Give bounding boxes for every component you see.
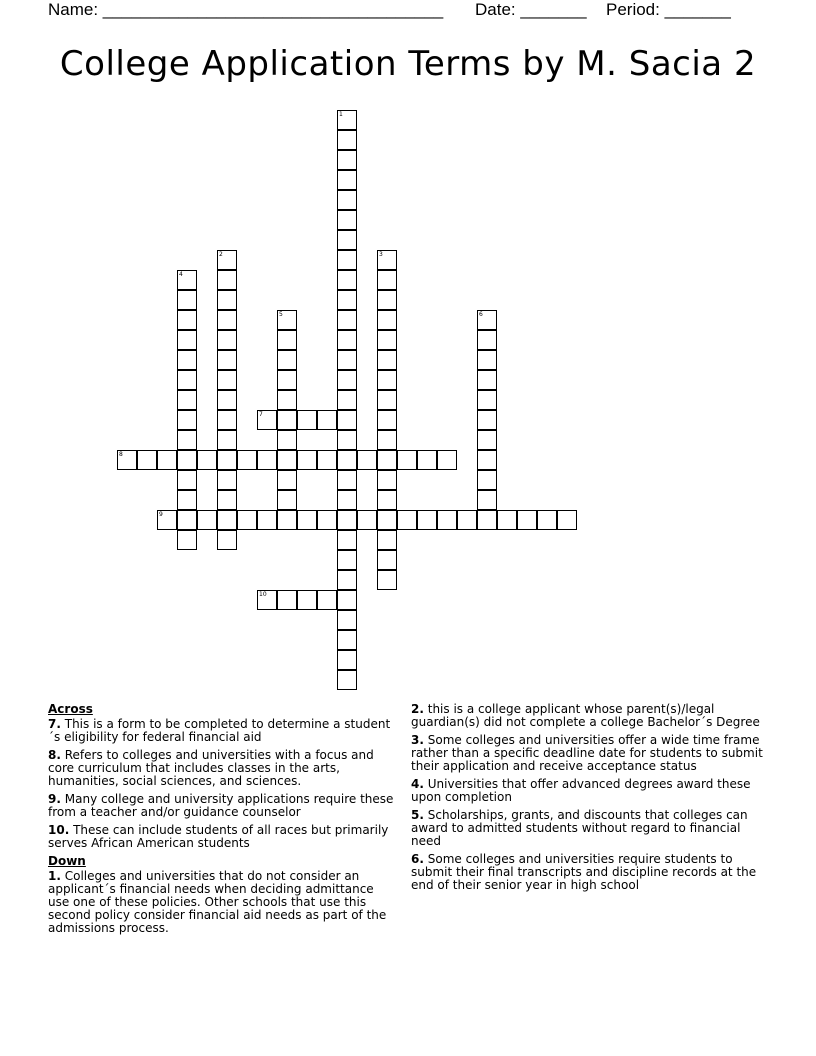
grid-cell[interactable] [277,350,297,370]
clue-number: 4. [411,777,424,791]
grid-cell[interactable] [377,330,397,350]
grid-cell[interactable] [477,490,497,510]
grid-cell[interactable] [397,450,417,470]
grid-cell[interactable] [377,450,397,470]
clue-text: Some colleges and universities require students to submit their final transcripts and discipline records at the end of their senior year in high school [411,852,757,892]
clue-text: Scholarships, grants, and discounts that colleges can award to admitted students without regard to financial need [411,808,748,848]
clue-text: Colleges and universities that do not consider an applicant´s financial needs when deciding admittance use one of these policies. Other schools that use this second policy consider financial aid needs as part of the admissions process. [48,869,387,935]
clue-number: 2. [411,702,424,716]
grid-cell[interactable] [217,370,237,390]
grid-cell[interactable] [377,430,397,450]
across-clue [48,749,398,788]
grid-cell[interactable] [217,330,237,350]
grid-cell[interactable] [157,510,177,530]
clue-number-label: 4 [179,271,183,278]
down-clue [48,870,398,935]
clue-text: Refers to colleges and universities with a focus and core curriculum that includes classes in the arts, humanities, social sciences, and sciences. [48,748,374,788]
grid-cell[interactable] [557,510,577,530]
grid-cell[interactable] [177,310,197,330]
date-field-label[interactable]: Date: _______ [475,0,587,19]
grid-cell[interactable] [357,510,377,530]
grid-cell[interactable] [177,530,197,550]
down-clue [411,703,771,729]
grid-cell[interactable] [177,430,197,450]
grid-cell[interactable] [537,510,557,530]
grid-cell[interactable] [377,490,397,510]
grid-cell[interactable] [217,430,237,450]
grid-cell[interactable] [337,650,357,670]
grid-cell[interactable] [337,530,357,550]
grid-cell[interactable] [177,450,197,470]
grid-cell[interactable] [377,290,397,310]
grid-cell[interactable] [277,330,297,350]
grid-cell[interactable] [337,130,357,150]
clue-number: 5. [411,808,424,822]
clue-number-label: 3 [379,251,383,258]
grid-cell[interactable] [217,310,237,330]
grid-cell[interactable] [337,210,357,230]
clue-number-label: 10 [259,591,267,598]
clue-number-label: 2 [219,251,223,258]
grid-cell[interactable] [477,470,497,490]
grid-cell[interactable] [177,290,197,310]
grid-cell[interactable] [437,450,457,470]
grid-cell[interactable] [297,450,317,470]
grid-cell[interactable] [337,670,357,690]
clue-number: 6. [411,852,424,866]
grid-cell[interactable] [377,390,397,410]
grid-cell[interactable] [337,390,357,410]
grid-cell[interactable] [317,450,337,470]
grid-cell[interactable] [117,450,137,470]
grid-cell[interactable] [197,450,217,470]
grid-cell[interactable] [337,590,357,610]
down-heading: Down [48,854,86,868]
grid-cell[interactable] [177,470,197,490]
grid-cell[interactable] [377,350,397,370]
grid-cell[interactable] [217,490,237,510]
grid-cell[interactable] [197,510,217,530]
grid-cell[interactable] [217,390,237,410]
grid-cell[interactable] [337,550,357,570]
grid-cell[interactable] [277,490,297,510]
grid-cell[interactable] [397,510,417,530]
grid-cell[interactable] [477,450,497,470]
grid-cell[interactable] [217,410,237,430]
grid-cell[interactable] [477,410,497,430]
clue-number: 7. [48,717,61,731]
page-title: College Application Terms by M. Sacia 2 [59,44,757,84]
grid-cell[interactable] [217,350,237,370]
grid-cell[interactable] [477,390,497,410]
grid-cell[interactable] [337,510,357,530]
grid-cell[interactable] [237,510,257,530]
grid-cell[interactable] [337,290,357,310]
grid-cell[interactable] [257,510,277,530]
grid-cell[interactable] [337,630,357,650]
grid-cell[interactable] [217,450,237,470]
clue-text: Universities that offer advanced degrees award these upon completion [411,777,751,804]
grid-cell[interactable] [357,450,377,470]
grid-cell[interactable] [337,490,357,510]
clues-right-column [411,703,771,897]
grid-cell[interactable] [477,430,497,450]
grid-cell[interactable] [257,410,277,430]
grid-cell[interactable] [217,470,237,490]
down-clue [411,853,771,892]
grid-cell[interactable] [277,590,297,610]
grid-cell[interactable] [177,490,197,510]
grid-cell[interactable] [257,590,277,610]
grid-cell[interactable] [217,510,237,530]
grid-cell[interactable] [477,330,497,350]
clue-number: 8. [48,748,61,762]
clue-text: This is a form to be completed to determine a student´s eligibility for federal financial aid [48,717,391,744]
grid-cell[interactable] [217,270,237,290]
grid-cell[interactable] [377,410,397,430]
grid-cell[interactable] [497,510,517,530]
clue-number: 3. [411,733,424,747]
across-clue [48,824,398,850]
grid-cell[interactable] [337,170,357,190]
grid-cell[interactable] [477,310,497,330]
grid-cell[interactable] [297,510,317,530]
clue-text: Many college and university applications require these from a teacher and/or guidance counselor [48,792,394,819]
grid-cell[interactable] [177,370,197,390]
grid-cell[interactable] [177,510,197,530]
clue-number: 1. [48,869,61,883]
grid-cell[interactable] [337,610,357,630]
grid-cell[interactable] [277,390,297,410]
grid-cell[interactable] [177,390,197,410]
grid-cell[interactable] [377,270,397,290]
grid-cell[interactable] [177,410,197,430]
grid-cell[interactable] [277,470,297,490]
grid-cell[interactable] [277,410,297,430]
clue-number: 9. [48,792,61,806]
grid-cell[interactable] [337,570,357,590]
grid-cell[interactable] [277,370,297,390]
grid-cell[interactable] [137,450,157,470]
grid-cell[interactable] [337,150,357,170]
grid-cell[interactable] [157,450,177,470]
grid-cell[interactable] [457,510,477,530]
grid-cell[interactable] [337,450,357,470]
grid-cell[interactable] [317,590,337,610]
clue-text: Some colleges and universities offer a wide time frame rather than a specific deadline date for students to submit their application and receive acceptance status [411,733,763,773]
clue-text: this is a college applicant whose parent(s)/legal guardian(s) did not complete a college Bachelor´s Degree [411,702,760,729]
grid-cell[interactable] [277,310,297,330]
grid-cell[interactable] [337,190,357,210]
grid-cell[interactable] [377,370,397,390]
across-clue [48,718,398,744]
clue-number-label: 5 [279,311,283,318]
grid-cell[interactable] [337,270,357,290]
grid-cell[interactable] [297,410,317,430]
grid-cell[interactable] [337,410,357,430]
grid-cell[interactable] [477,510,497,530]
grid-cell[interactable] [377,250,397,270]
grid-cell[interactable] [377,470,397,490]
grid-cell[interactable] [337,370,357,390]
down-clue [411,734,771,773]
grid-cell[interactable] [377,570,397,590]
grid-cell[interactable] [337,350,357,370]
grid-cell[interactable] [517,510,537,530]
grid-cell[interactable] [337,310,357,330]
period-field-label[interactable]: Period: _______ [606,0,731,19]
grid-cell[interactable] [217,530,237,550]
grid-cell[interactable] [337,330,357,350]
name-field-label[interactable]: Name: ____________________________________ [48,0,444,19]
down-clue [411,809,771,848]
across-clue [48,793,398,819]
grid-cell[interactable] [477,350,497,370]
grid-cell[interactable] [217,290,237,310]
grid-cell[interactable] [277,430,297,450]
grid-cell[interactable] [237,450,257,470]
grid-cell[interactable] [337,230,357,250]
grid-cell[interactable] [277,450,297,470]
student-info-header [48,0,748,20]
grid-cell[interactable] [337,430,357,450]
down-clue [411,778,771,804]
grid-cell[interactable] [377,510,397,530]
grid-cell[interactable] [377,310,397,330]
grid-cell[interactable] [317,410,337,430]
grid-cell[interactable] [377,550,397,570]
clues-left-column [48,703,398,940]
grid-cell[interactable] [477,370,497,390]
clue-number-label: 1 [339,111,343,118]
grid-cell[interactable] [277,510,297,530]
grid-cell[interactable] [177,270,197,290]
grid-cell[interactable] [337,250,357,270]
grid-cell[interactable] [317,510,337,530]
grid-cell[interactable] [417,450,437,470]
grid-cell[interactable] [377,530,397,550]
grid-cell[interactable] [257,450,277,470]
grid-cell[interactable] [337,110,357,130]
clue-number-label: 9 [159,511,163,518]
clue-number: 10. [48,823,70,837]
grid-cell[interactable] [437,510,457,530]
across-heading: Across [48,702,93,716]
grid-cell[interactable] [297,590,317,610]
clue-number-label: 8 [119,451,123,458]
grid-cell[interactable] [337,470,357,490]
grid-cell[interactable] [177,350,197,370]
grid-cell[interactable] [417,510,437,530]
clue-number-label: 6 [479,311,483,318]
grid-cell[interactable] [217,250,237,270]
grid-cell[interactable] [177,330,197,350]
clue-number-label: 7 [259,411,263,418]
clue-text: These can include students of all races but primarily serves African American students [48,823,389,850]
